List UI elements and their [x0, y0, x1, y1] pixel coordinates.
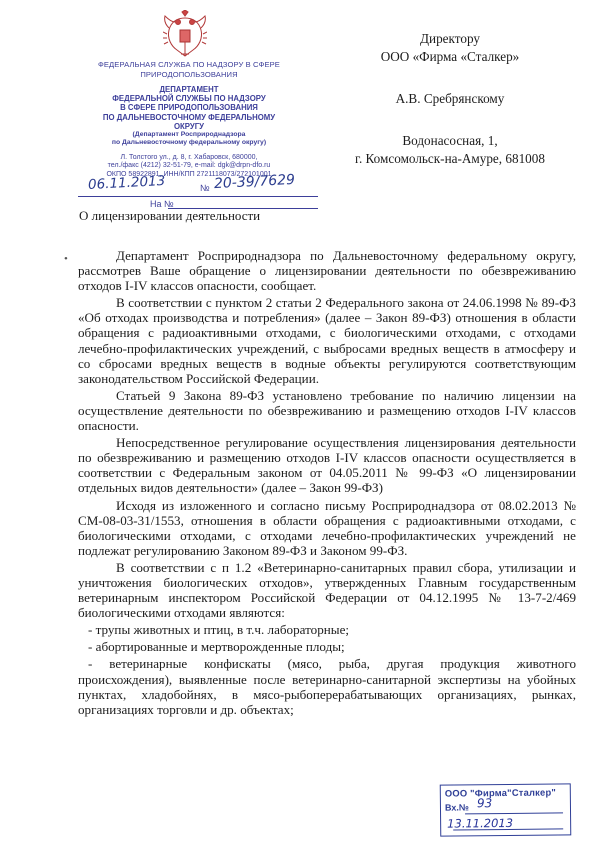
stamp-incoming-date: 13.11.2013 [447, 815, 514, 831]
addressee-name: А.В. Сребрянскому [395, 91, 505, 106]
list-item: - абортированные и мертворожденные плоды; [88, 639, 345, 655]
addressee-position: Директору [420, 31, 480, 46]
department-name [58, 85, 320, 131]
address-line: тел./факс (4212) 32-51-79, e-mail: dgk@drpn-dfo.ru [107, 162, 271, 170]
body-paragraph: Непосредственное регулирование осуществления лицензирования деятельности по обезвреживанию и размещению отходов I-IV классов опасности осуществляется в соответствии с Федеральным законом от 04.05.2011 № 99-ФЗ «О лицензировании отдельных видов деятельности» (далее – Закон 99-ФЗ) [78, 435, 576, 496]
dept-short-name-line2: по Дальневосточному федеральному округу) [111, 139, 267, 147]
registration-date: 06.11.2013 [87, 172, 166, 194]
address-line: ОКПО 58922891, ИНН/КПП 2721118073/272101001 [106, 170, 272, 178]
dept-line: В СФЕРЕ ПРИРОДОПОЛЬЗОВАНИЯ [120, 103, 258, 113]
address-line: Л. Толстого ул., д. 8, г. Хабаровск, 680000, [120, 153, 258, 161]
body-paragraph: Статьей 9 Закона 89-ФЗ установлено требование по наличию лицензии на осуществление деятельности по обезвреживанию и размещению отходов I-IV классов опасности. [78, 387, 576, 434]
stamp-incoming-number: 93 [476, 796, 493, 811]
margin-mark: • [64, 253, 68, 265]
dept-line: ДЕПАРТАМЕНТ [159, 85, 219, 94]
dept-line: ПО ДАЛЬНЕВОСТОЧНОМУ ФЕДЕРАЛЬНОМУ [102, 112, 276, 122]
list-item: - ветеринарные конфискаты (мясо, рыба, другая продукция животного происхождения), выявленные после ветеринарно-санитарной экспертизы на убойных пунктах, хладобойнях, в мясо-рыбоперерабатывающих организациях, рынках, организациях торговли и др. объектах; [78, 656, 576, 717]
letter-body [78, 248, 576, 719]
body-paragraph: Департамент Росприроднадзора по Дальневосточному федеральному округу, рассмотрев Ваше обращение о лицензировании деятельности по обезвреживанию отходов I-IV классов опасности, сообщает. [78, 248, 576, 294]
body-paragraph: В соответствии с п 1.2 «Ветеринарно-санитарных правил сбора, утилизации и уничтожения биологических отходов», утвержденных Главным государственным ветеринарным инспектором Российской Федерации от 04.12.1995 № 13-7-2/469 биологическими отходами являются: [78, 559, 576, 621]
stamp-org: ООО "Фирма"Сталкер" [444, 786, 557, 799]
dept-line: ОКРУГУ [173, 121, 205, 131]
body-paragraph: В соответствии с пунктом 2 статьи 2 Федерального закона от 24.06.1998 № 89-ФЗ «Об отходах производства и потребления» (далее – Закон 89-ФЗ) отношения в области обращения с радиоактивными отходами, с биологическими отходами, с отходами лечебно-профилактических учреждений, с выбросами вредных веществ в атмосферу и со сбросами вредных веществ в водные объекты регулируются соответствующим законодательством Российской Федерации. [78, 295, 576, 386]
addressee-block [330, 30, 570, 168]
dept-line: ФЕДЕРАЛЬНОЙ СЛУЖБЫ ПО НАДЗОРУ [112, 94, 266, 104]
dept-short-name-line1: (Департамент Росприроднадзора [132, 131, 246, 139]
stamp-incoming-label: Вх.№ [444, 802, 469, 813]
body-paragraph: Исходя из изложенного и согласно письму Росприроднадзора от 08.02.2013 № СМ-08-03-31/1553, отношения в области обращения с радиоактивными отходами, с биологическими отходами, с отходами лечебно-профилактических учреждений не подлежат регулированию Законом 89-ФЗ и Законом 99-ФЗ. [78, 497, 576, 558]
registration-number-label: № [200, 183, 210, 193]
addressee-company: ООО «Фирма «Сталкер» [380, 49, 520, 64]
stamp-line [453, 828, 563, 830]
service-name-line2: ПРИРОДОПОЛЬЗОВАНИЯ [140, 70, 238, 79]
incoming-stamp [440, 783, 572, 836]
addressee-street: Водонасосная, 1, [402, 133, 498, 148]
reply-to-label: На № [150, 199, 174, 209]
list-item: - трупы животных и птиц, в т.ч. лабораторные; [88, 622, 350, 638]
addressee-city: г. Комсомольск-на-Амуре, 681008 [355, 151, 545, 166]
stamp-line [465, 812, 563, 814]
letter-subject: О лицензировании деятельности [79, 208, 261, 223]
coat-of-arms-emblem [163, 10, 207, 60]
service-name-line1: ФЕДЕРАЛЬНАЯ СЛУЖБА ПО НАДЗОРУ В СФЕРЕ [98, 60, 280, 69]
registration-number: 20-39/7629 [213, 171, 296, 193]
sender-block [58, 60, 320, 179]
